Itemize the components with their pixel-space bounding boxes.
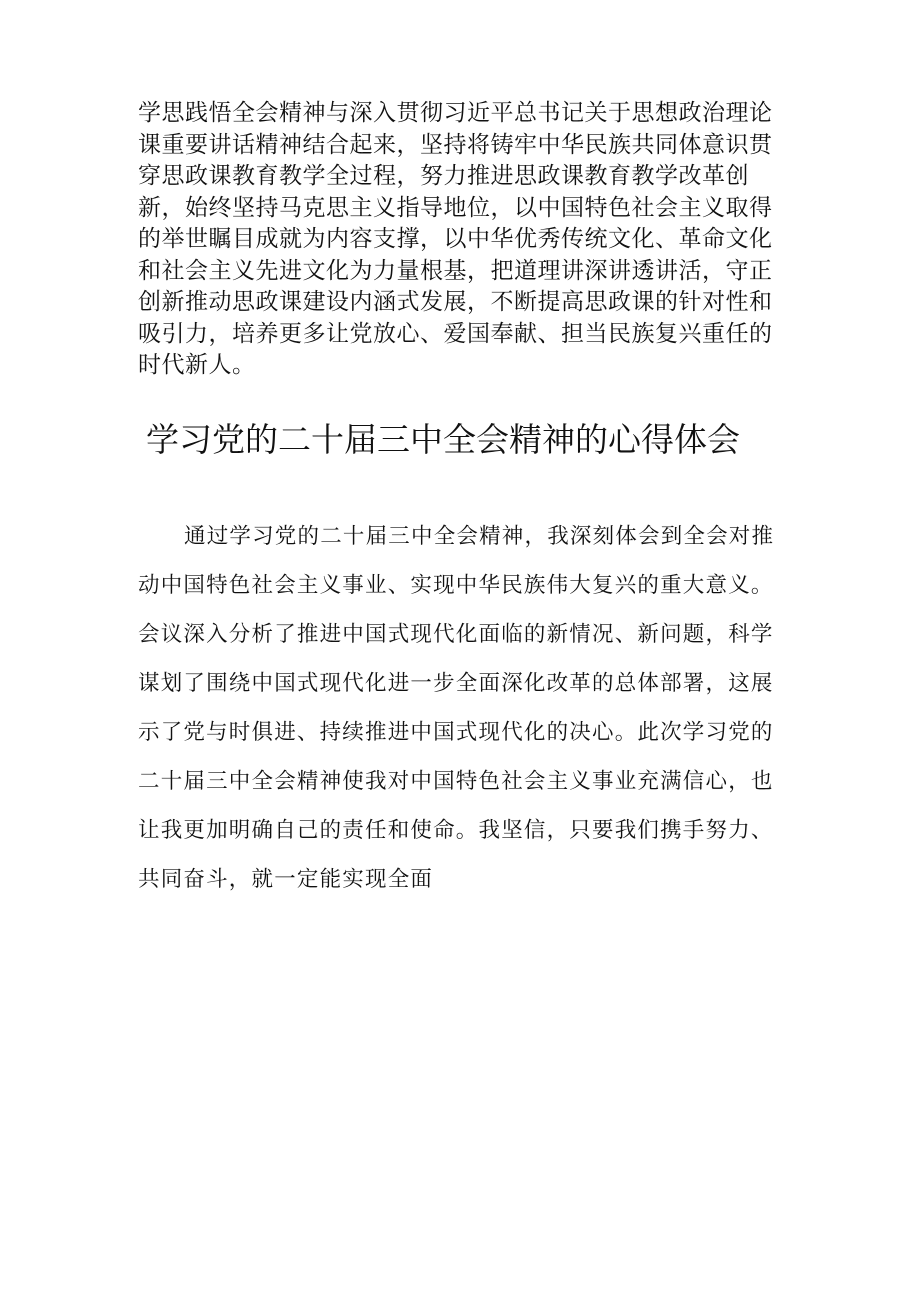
- body-paragraph: 通过学习党的二十届三中全会精神，我深刻体会到全会对推动中国特色社会主义事业、实现中华民族伟大复兴的重大意义。会议深入分析了推进中国式现代化面临的新情况、新问题，科学谋划了围绕中国式现代化进一步全面深化改革的总体部署，这展示了党与时俱进、持续推进中国式现代化的决心。此次学习党的二十届三中全会精神使我对中国特色社会主义事业充满信心，也让我更加明确自己的责任和使命。我坚信，只要我们携手努力、共同奋斗，就一定能实现全面: [138, 524, 775, 892]
- intro-paragraph: 学思践悟全会精神与深入贯彻习近平总书记关于思想政治理论课重要讲话精神结合起来，坚持将铸牢中华民族共同体意识贯穿思政课教育教学全过程，努力推进思政课教育教学改革创新，始终坚持马克思主义指导地位，以中国特色社会主义取得的举世瞩目成就为内容支撑，以中华优秀传统文化、革命文化和社会主义先进文化为力量根基，把道理讲深讲透讲活，守正创新推动思政课建设内涵式发展，不断提高思政课的针对性和吸引力，培养更多让党放心、爱国奉献、担当民族复兴重任的时代新人。: [138, 100, 773, 378]
- section-title: 学习党的二十届三中全会精神的心得体会: [146, 420, 740, 459]
